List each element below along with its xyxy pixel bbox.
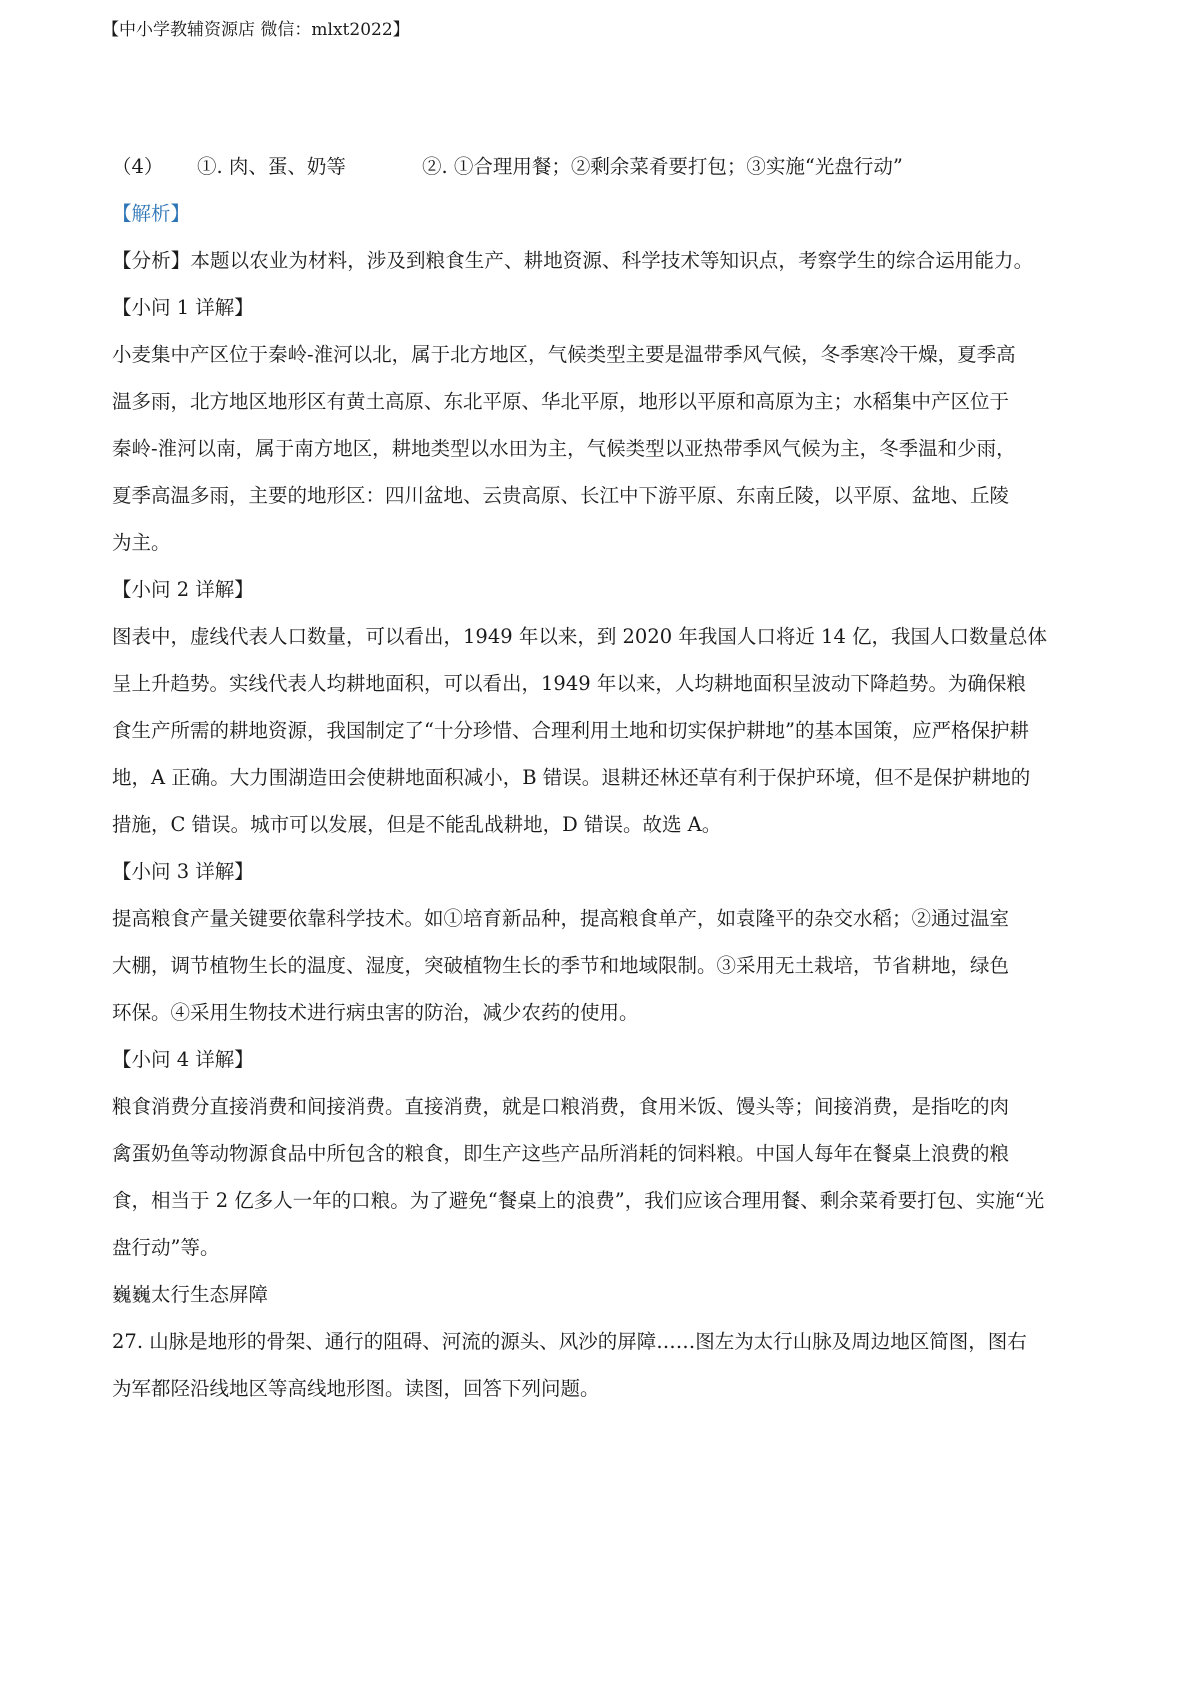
section-2-line: 食生产所需的耕地资源，我国制定了“十分珍惜、合理利用土地和切实保护耕地”的基本国策，应严格保护耕 [112,719,1029,742]
section-3-heading: 【小问 3 详解】 [112,860,254,883]
section-2-line: 呈上升趋势。实线代表人均耕地面积，可以看出，1949 年以来，人均耕地面积呈波动下降趋势。为确保粮 [112,672,1026,695]
section-4-line: 禽蛋奶鱼等动物源食品中所包含的粮食，即生产这些产品所消耗的饲料粮。中国人每年在餐桌上浪费的粮 [112,1142,1010,1165]
section-2-line: 图表中，虚线代表人口数量，可以看出，1949 年以来，到 2020 年我国人口将近 14 亿，我国人口数量总体 [112,625,1048,648]
analysis-summary: 【分析】本题以农业为材料，涉及到粮食生产、耕地资源、科学技术等知识点，考察学生的综合运用能力。 [112,249,1034,272]
topic-title: 巍巍太行生态屏障 [112,1283,269,1306]
answer-2: ②. ①合理用餐；②剩余菜肴要打包；③实施“光盘行动” [422,155,903,178]
section-1-line: 温多雨，北方地区地形区有黄土高原、东北平原、华北平原，地形以平原和高原为主；水稻集中产区位于 [112,390,1010,413]
question-27-line: 27. 山脉是地形的骨架、通行的阻碍、河流的源头、风沙的屏障……图左为太行山脉及周边地区简图，图右 [112,1330,1027,1353]
section-4-line: 粮食消费分直接消费和间接消费。直接消费，就是口粮消费，食用米饭、馒头等；间接消费，是指吃的肉 [112,1095,1010,1118]
section-1-line: 小麦集中产区位于秦岭-淮河以北，属于北方地区，气候类型主要是温带季风气候，冬季寒冷干燥，夏季高 [112,343,1016,366]
section-4-heading: 【小问 4 详解】 [112,1048,254,1071]
answer-1: ①. 肉、蛋、奶等 [197,155,346,178]
section-2-line: 地，A 正确。大力围湖造田会使耕地面积减小，B 错误。退耕还林还草有利于保护环境，但不是保护耕地的 [112,766,1031,789]
section-4-line: 盘行动”等。 [112,1236,220,1259]
answer-part-number: （4） [112,155,164,178]
section-2-line: 措施，C 错误。城市可以发展，但是不能乱战耕地，D 错误。故选 A。 [112,813,722,836]
header-watermark: 【中小学教辅资源店 微信：mlxt2022】 [102,20,410,40]
section-1-line: 秦岭-淮河以南，属于南方地区，耕地类型以水田为主，气候类型以亚热带季风气候为主，冬季温和少雨， [112,437,1016,460]
section-1-heading: 【小问 1 详解】 [112,296,254,319]
section-2-heading: 【小问 2 详解】 [112,578,254,601]
question-27-line: 为军都陉沿线地区等高线地形图。读图，回答下列问题。 [112,1377,600,1400]
section-1-line: 为主。 [112,531,171,554]
answer-line-part-4 [112,143,1097,190]
section-3-line: 提高粮食产量关键要依靠科学技术。如①培育新品种，提高粮食单产，如袁隆平的杂交水稻；②通过温室 [112,907,1010,930]
document-body [112,143,1097,1412]
section-3-line: 大棚，调节植物生长的温度、湿度，突破植物生长的季节和地域限制。③采用无土栽培，节省耕地，绿色 [112,954,1010,977]
section-4-line: 食，相当于 2 亿多人一年的口粮。为了避免“餐桌上的浪费”，我们应该合理用餐、剩余菜肴要打包、实施“光 [112,1189,1045,1212]
analysis-label: 【解析】 [112,202,191,225]
section-1-line: 夏季高温多雨，主要的地形区：四川盆地、云贵高原、长江中下游平原、东南丘陵，以平原、盆地、丘陵 [112,484,1010,507]
section-3-line: 环保。④采用生物技术进行病虫害的防治，减少农药的使用。 [112,1001,639,1024]
